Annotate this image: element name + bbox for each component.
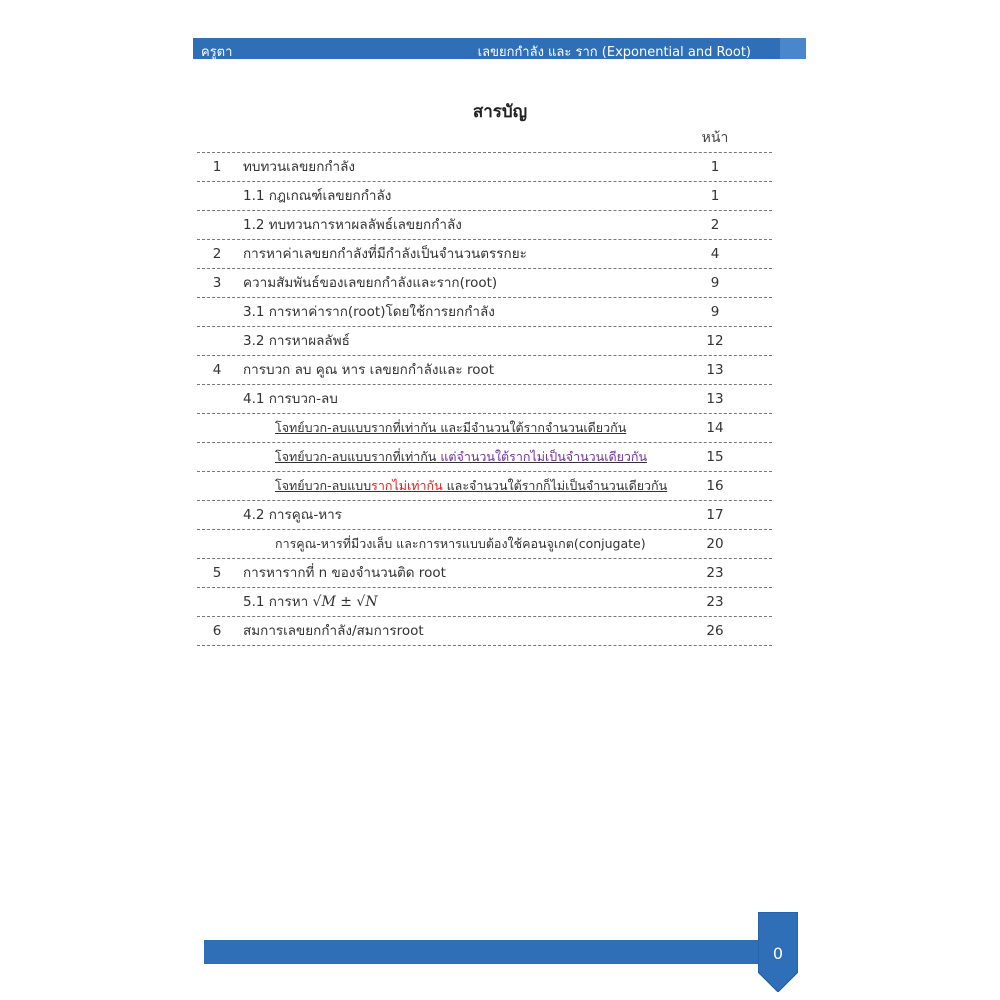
toc-row[interactable] (197, 152, 772, 181)
toc-row[interactable] (197, 500, 772, 529)
toc-label: 1.1 กฎเกณฑ์เลขยกกำลัง (243, 188, 392, 204)
toc-label: สมการเลขยกกำลัง/สมการroot (243, 623, 424, 639)
toc-row[interactable] (197, 239, 772, 268)
header-author: ครูตา (201, 45, 233, 60)
toc-row[interactable] (197, 210, 772, 239)
toc-row[interactable] (197, 384, 772, 413)
toc-label (243, 588, 378, 616)
toc-page: 1 (710, 188, 720, 204)
toc-row[interactable] (197, 268, 772, 297)
toc-row[interactable] (197, 442, 772, 471)
toc-row[interactable] (197, 529, 772, 558)
toc-page: 26 (706, 623, 724, 639)
toc-number: 1 (212, 159, 222, 175)
toc-title: สารบัญ (472, 102, 528, 122)
toc-link[interactable] (275, 472, 667, 500)
toc-link-part: โจทย์บวก-ลบแบบรากที่เท่ากัน (275, 420, 437, 435)
toc-label: 1.2 ทบทวนการหาผลลัพธ์เลขยกกำลัง (243, 217, 462, 233)
toc-link-part: โจทย์บวก-ลบแบบรากที่เท่ากัน (275, 449, 437, 464)
toc-page: 16 (706, 478, 724, 494)
header-bar (193, 38, 806, 59)
toc-page: 2 (710, 217, 720, 233)
toc-page: 14 (706, 420, 724, 436)
toc-link-part: และจำนวนใต้รากก็ไม่เป็นจำนวนเดียวกัน (442, 478, 668, 493)
toc-page: 23 (706, 565, 724, 581)
toc-row[interactable] (197, 355, 772, 384)
toc-link-part: และมีจำนวนใต้รากจำนวนเดียวกัน (436, 420, 627, 435)
toc-number: 4 (212, 362, 222, 378)
toc-label: การบวก ลบ คูณ หาร เลขยกกำลังและ root (243, 362, 495, 378)
toc-number: 3 (212, 275, 222, 291)
toc-page: 12 (706, 333, 724, 349)
toc-label: การหารากที่ n ของจำนวนติด root (243, 565, 446, 581)
sqrt-formula: √M ± √N (312, 594, 378, 610)
toc-label: การหาค่าเลขยกกำลังที่มีกำลังเป็นจำนวนตรรกยะ (243, 246, 527, 262)
toc-row[interactable] (197, 297, 772, 326)
toc-link[interactable] (275, 443, 647, 471)
toc-label: 3.2 การหาผลลัพธ์ (243, 333, 350, 349)
toc-row[interactable] (197, 326, 772, 355)
toc-page: 15 (706, 449, 724, 465)
toc-page: 23 (706, 594, 724, 610)
toc-link-highlight: แต่จำนวนใต้รากไม่เป็นจำนวนเดียวกัน (436, 449, 648, 464)
page-number: 0 (772, 944, 784, 963)
toc-row[interactable] (197, 616, 772, 646)
table-of-contents (197, 152, 772, 646)
toc-page: 1 (710, 159, 720, 175)
toc-row[interactable] (197, 181, 772, 210)
toc-page: 9 (710, 275, 720, 291)
toc-label: 4.2 การคูณ-หาร (243, 507, 342, 523)
toc-number: 2 (212, 246, 222, 262)
toc-link[interactable] (275, 414, 626, 442)
toc-number: 5 (212, 565, 222, 581)
toc-number: 6 (212, 623, 222, 639)
toc-page: 9 (710, 304, 720, 320)
header-subject: เลขยกกำลัง และ ราก (Exponential and Root) (477, 45, 751, 60)
toc-label: ความสัมพันธ์ของเลขยกกำลังและราก(root) (243, 275, 498, 291)
toc-row[interactable] (197, 558, 772, 587)
toc-page: 4 (710, 246, 720, 262)
toc-page: 13 (706, 391, 724, 407)
toc-label: ทบทวนเลขยกกำลัง (243, 159, 355, 175)
toc-label-text: 5.1 การหา (243, 594, 309, 610)
toc-link-highlight: รากไม่เท่ากัน (371, 478, 443, 493)
toc-page: 13 (706, 362, 724, 378)
toc-label: 4.1 การบวก-ลบ (243, 391, 338, 407)
toc-page: 17 (706, 507, 724, 523)
toc-row[interactable] (197, 413, 772, 442)
toc-row[interactable] (197, 471, 772, 500)
toc-label: 3.1 การหาค่าราก(root)โดยใช้การยกกำลัง (243, 304, 495, 320)
page-column-header: หน้า (701, 130, 729, 146)
header-edge (780, 38, 806, 59)
toc-page: 20 (706, 536, 724, 552)
toc-row[interactable] (197, 587, 772, 616)
toc-link-part: โจทย์บวก-ลบแบบ (275, 478, 372, 493)
toc-label: การคูณ-หารที่มีวงเล็บ และการหารแบบต้องใช้คอนจูเกต(conjugate) (275, 536, 646, 551)
footer-bar (204, 940, 766, 964)
